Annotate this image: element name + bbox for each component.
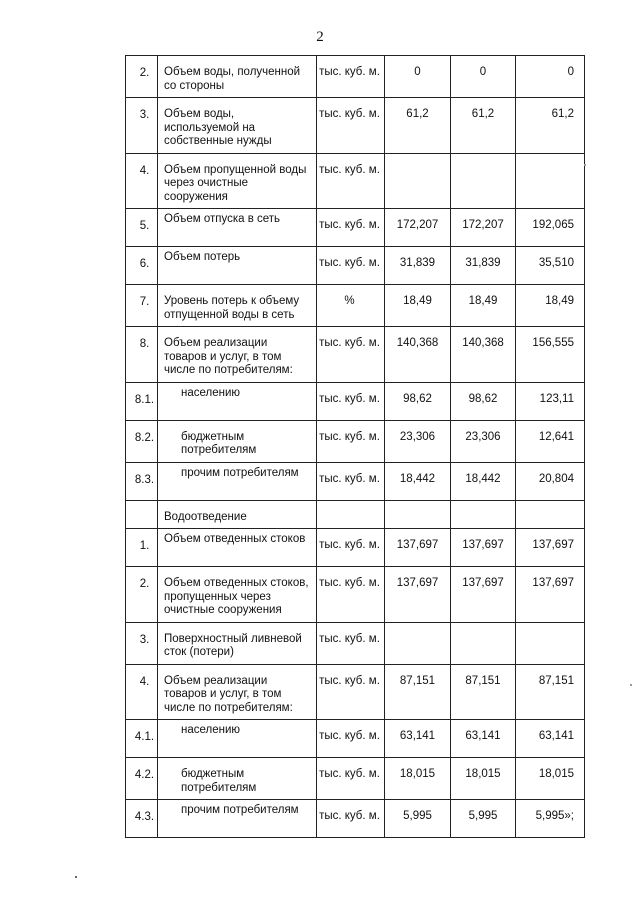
value-cell: 87,151 (385, 664, 451, 720)
value-cell: 5,995»; (516, 800, 585, 838)
table-row (126, 567, 585, 623)
unit-cell: тыс. куб. м. (317, 247, 385, 285)
value-cell: 18,49 (451, 285, 516, 327)
indicator-name: Поверхностный ливневой сток (потери) (158, 622, 317, 664)
value-cell: 18,015 (516, 758, 585, 800)
unit-cell: тыс. куб. м. (317, 567, 385, 623)
table-row (126, 327, 585, 383)
value-cell: 87,151 (516, 664, 585, 720)
unit-cell: тыс. куб. м. (317, 327, 385, 383)
indicator-name: Объем отпуска в сеть (158, 209, 317, 247)
table-row (126, 56, 585, 98)
value-cell: 140,368 (451, 327, 516, 383)
indicator-name: Объем отведенных стоков (158, 529, 317, 567)
value-cell: 172,207 (451, 209, 516, 247)
value-cell: 192,065 (516, 209, 585, 247)
table-row (126, 420, 585, 462)
value-cell: 61,2 (516, 98, 585, 154)
value-cell: 31,839 (451, 247, 516, 285)
value-cell: 18,49 (516, 285, 585, 327)
value-cell: 0 (516, 56, 585, 98)
value-cell: 18,442 (451, 462, 516, 500)
unit-cell: тыс. куб. м. (317, 800, 385, 838)
unit-cell: тыс. куб. м. (317, 622, 385, 664)
indicator-name: населению (158, 382, 317, 420)
indicator-name: бюджетным потребителям (158, 758, 317, 800)
row-number: 8.2. (126, 420, 158, 462)
unit-cell: тыс. куб. м. (317, 758, 385, 800)
unit-cell: тыс. куб. м. (317, 209, 385, 247)
row-number (126, 500, 158, 529)
indicators-table (125, 55, 585, 838)
unit-cell: тыс. куб. м. (317, 420, 385, 462)
value-cell (516, 622, 585, 664)
table-row (126, 98, 585, 154)
value-cell: 137,697 (385, 529, 451, 567)
table-row (126, 209, 585, 247)
table-row (126, 382, 585, 420)
value-cell: 5,995 (451, 800, 516, 838)
table-row (126, 153, 585, 209)
row-number: 4. (126, 664, 158, 720)
row-number: 2. (126, 567, 158, 623)
value-cell: 23,306 (451, 420, 516, 462)
value-cell: 137,697 (451, 529, 516, 567)
table-row (126, 462, 585, 500)
unit-cell: тыс. куб. м. (317, 720, 385, 758)
value-cell (451, 153, 516, 209)
table-row (126, 664, 585, 720)
table-row (126, 758, 585, 800)
indicator-name: прочим потребителям (158, 462, 317, 500)
value-cell: 172,207 (385, 209, 451, 247)
value-cell: 63,141 (516, 720, 585, 758)
value-cell: 12,641 (516, 420, 585, 462)
row-number: 8.1. (126, 382, 158, 420)
indicator-name: Объем воды, полученной со стороны (158, 56, 317, 98)
value-cell: 23,306 (385, 420, 451, 462)
value-cell (385, 622, 451, 664)
value-cell: 98,62 (451, 382, 516, 420)
value-cell: 5,995 (385, 800, 451, 838)
value-cell (385, 500, 451, 529)
value-cell: 137,697 (385, 567, 451, 623)
indicator-name: Уровень потерь к объему отпущенной воды в сеть (158, 285, 317, 327)
unit-cell: тыс. куб. м. (317, 664, 385, 720)
indicator-name: прочим потребителям (158, 800, 317, 838)
table-row (126, 529, 585, 567)
indicator-name: Объем реализации товаров и услуг, в том числе по потребителям: (158, 327, 317, 383)
value-cell: 18,015 (385, 758, 451, 800)
value-cell: 18,442 (385, 462, 451, 500)
unit-cell: тыс. куб. м. (317, 98, 385, 154)
value-cell: 18,49 (385, 285, 451, 327)
value-cell: 140,368 (385, 327, 451, 383)
unit-cell: тыс. куб. м. (317, 462, 385, 500)
indicator-name: Объем реализации товаров и услуг, в том числе по потребителям: (158, 664, 317, 720)
indicator-name: Объем отведенных стоков, пропущенных через очистные сооружения (158, 567, 317, 623)
value-cell: 31,839 (385, 247, 451, 285)
indicator-name: Объем воды, используемой на собственные нужды (158, 98, 317, 154)
table-row (126, 247, 585, 285)
value-cell: 63,141 (451, 720, 516, 758)
row-number: 8.3. (126, 462, 158, 500)
indicator-name: Объем потерь (158, 247, 317, 285)
page-number: 2 (316, 29, 324, 45)
row-number: 5. (126, 209, 158, 247)
value-cell: 0 (385, 56, 451, 98)
unit-cell: тыс. куб. м. (317, 153, 385, 209)
unit-cell: % (317, 285, 385, 327)
scan-speck (75, 876, 77, 878)
row-number: 6. (126, 247, 158, 285)
unit-cell: тыс. куб. м. (317, 56, 385, 98)
value-cell: 35,510 (516, 247, 585, 285)
row-number: 3. (126, 622, 158, 664)
row-number: 7. (126, 285, 158, 327)
table-row (126, 285, 585, 327)
indicator-name: бюджетным потребителям (158, 420, 317, 462)
row-number: 3. (126, 98, 158, 154)
row-number: 4.1. (126, 720, 158, 758)
scan-speck (584, 164, 586, 166)
value-cell: 61,2 (385, 98, 451, 154)
value-cell: 137,697 (451, 567, 516, 623)
value-cell: 87,151 (451, 664, 516, 720)
row-number: 4.2. (126, 758, 158, 800)
value-cell: 20,804 (516, 462, 585, 500)
row-number: 8. (126, 327, 158, 383)
value-cell (451, 622, 516, 664)
value-cell (385, 153, 451, 209)
indicator-name: Водоотведение (158, 500, 317, 529)
unit-cell: тыс. куб. м. (317, 382, 385, 420)
row-number: 2. (126, 56, 158, 98)
value-cell: 98,62 (385, 382, 451, 420)
value-cell (516, 153, 585, 209)
row-number: 4. (126, 153, 158, 209)
value-cell: 137,697 (516, 567, 585, 623)
value-cell: 123,11 (516, 382, 585, 420)
unit-cell (317, 500, 385, 529)
scan-speck (630, 684, 632, 686)
row-number: 1. (126, 529, 158, 567)
row-number: 4.3. (126, 800, 158, 838)
table-row (126, 800, 585, 838)
value-cell (516, 500, 585, 529)
value-cell: 63,141 (385, 720, 451, 758)
indicator-name: Объем пропущенной воды через очистные сооружения (158, 153, 317, 209)
value-cell: 156,555 (516, 327, 585, 383)
section-row (126, 500, 585, 529)
table-row (126, 720, 585, 758)
value-cell: 18,015 (451, 758, 516, 800)
value-cell: 137,697 (516, 529, 585, 567)
indicator-name: населению (158, 720, 317, 758)
unit-cell: тыс. куб. м. (317, 529, 385, 567)
value-cell (451, 500, 516, 529)
value-cell: 61,2 (451, 98, 516, 154)
value-cell: 0 (451, 56, 516, 98)
table-row (126, 622, 585, 664)
